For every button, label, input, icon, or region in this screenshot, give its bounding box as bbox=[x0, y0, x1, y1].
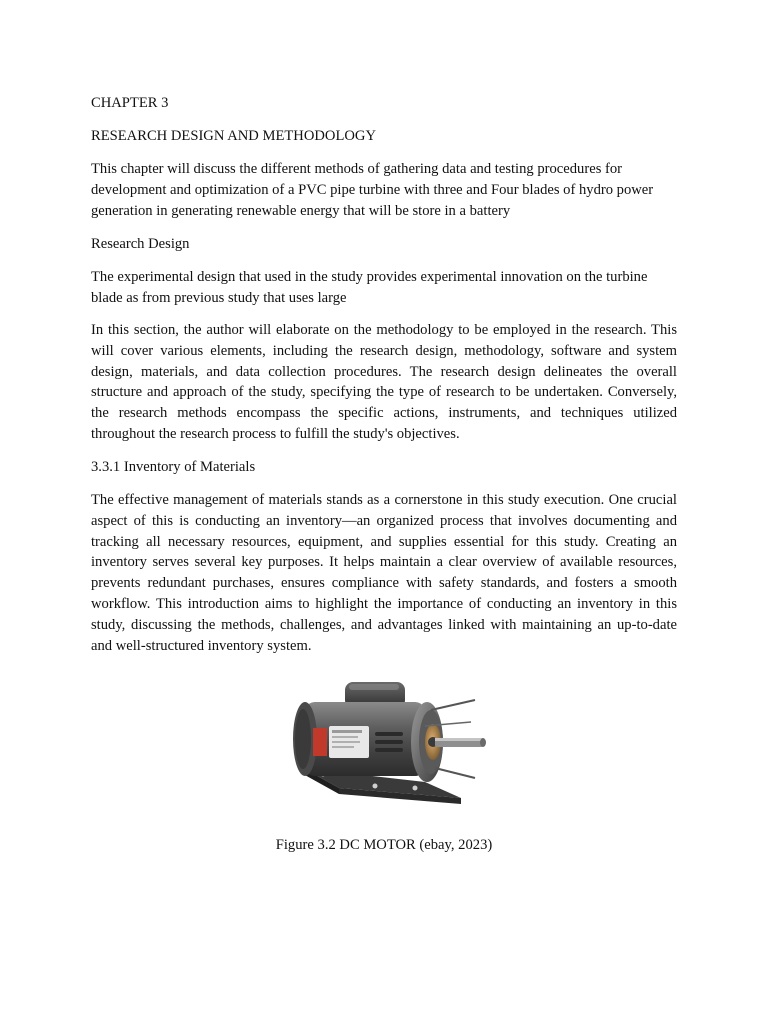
dc-motor-illustration bbox=[275, 670, 500, 820]
dc-motor-image bbox=[275, 670, 500, 820]
experimental-paragraph: The experimental design that used in the study provides experimental innovation on the turbine blade as from previous study that uses large bbox=[91, 269, 648, 306]
intro-paragraph: This chapter will discuss the different methods of gathering data and testing procedures for development and optimization of a PVC pipe turbine with three and Four blades of hydro power generation in generating renewable energy that will be store in a battery bbox=[91, 161, 654, 219]
subsection-heading-inventory: 3.3.1 Inventory of Materials bbox=[91, 459, 256, 475]
chapter-title: RESEARCH DESIGN AND METHODOLOGY bbox=[91, 128, 376, 144]
figure-caption: Figure 3.2 DC MOTOR (ebay, 2023) bbox=[275, 837, 493, 853]
section-heading-research-design: Research Design bbox=[91, 236, 190, 252]
inventory-paragraph: The effective management of materials stands as a cornerstone in this study execution. One crucial aspect of this is conducting an inventory—an organized process that involves documenting and tracking all necessary resources, equipment, and supplies essential for this study. Creating an inventory serves several key purposes. It helps maintain a clear overview of available resources, prevents redundant purchases, ensures compliance with safety standards, and fosters a smooth workflow. This introduction aims to highlight the importance of conducting an inventory in this study, discussing the methods, challenges, and advantages linked with maintaining an up-to-date and well-structured inventory system. bbox=[91, 492, 677, 654]
chapter-heading: CHAPTER 3 bbox=[91, 95, 169, 111]
methodology-paragraph: In this section, the author will elaborate on the methodology to be employed in the research. This will cover various elements, including the research design, methodology, software and system design, materials, and data collection procedures. The research design delineates the overall structure and approach of the study, specifying the type of research to be undertaken. Conversely, the research methods encompass the specific actions, instruments, and techniques utilized throughout the research process to fulfill the study's objectives. bbox=[91, 322, 677, 442]
